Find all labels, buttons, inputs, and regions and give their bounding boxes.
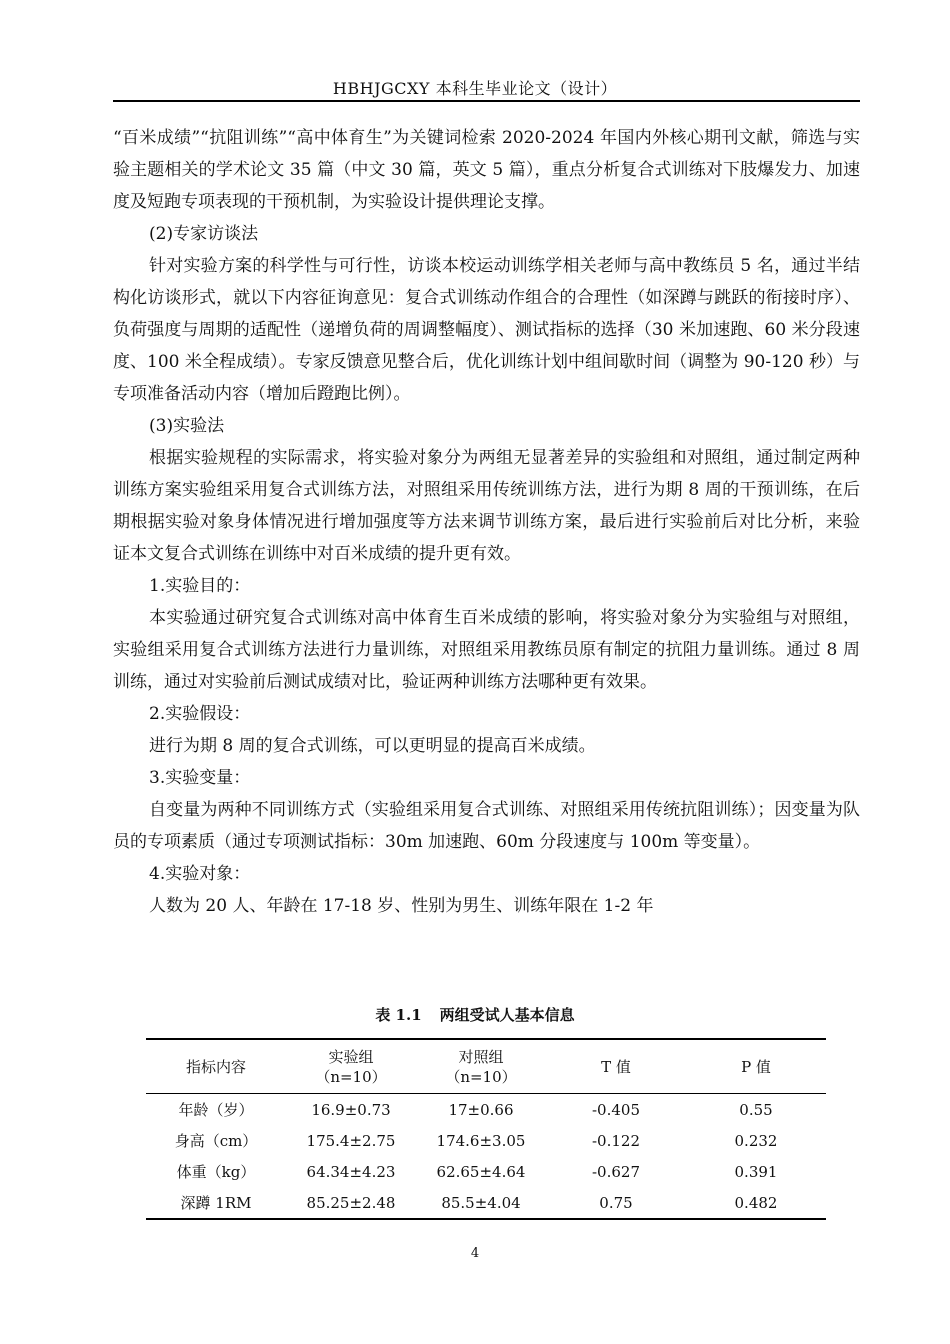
table-row (146, 1156, 826, 1187)
cell-p-value: 0.232 (734, 1131, 778, 1150)
header-experimental-group (286, 1039, 416, 1094)
subheading-purpose: 1.实验目的： (149, 576, 251, 596)
cell-p-value: 0.391 (734, 1162, 778, 1181)
paragraph-expert-interview: 针对实验方案的科学性与可行性，访谈本校运动训练学相关老师与高中教练员 5 名，通过半结构化访谈形式，就以下内容征询意见：复合式训练动作组合的合理性（如深蹲与跳跃的衔接时序）、负荷强度与周期的适配性（递增负荷的周调整幅度）、测试指标的选择（30 米加速跑、60 米分段速度、100 米全程成绩）。专家反馈意见整合后，优化训练计划中组间歇时间（调整为 90-120 秒）与专项准备活动内容（增加后蹬跑比例）。 (113, 256, 860, 404)
header-t-value: T 值 (601, 1057, 631, 1076)
cell-experimental: 16.9±0.73 (311, 1100, 391, 1119)
table-row (146, 1125, 826, 1156)
header-control-n: （n=10） (445, 1067, 517, 1086)
header-control-label: 对照组 (458, 1047, 504, 1066)
cell-experimental: 64.34±4.23 (306, 1162, 396, 1181)
body-text (113, 122, 860, 922)
table-caption (0, 1004, 950, 1025)
cell-indicator: 体重（kg） (176, 1163, 256, 1181)
paragraph-variables: 自变量为两种不同训练方式（实验组采用复合式训练、对照组采用传统抗阻训练）；因变量为队员的专项素质（通过专项测试指标：30m 加速跑、60m 分段速度与 100m 等变量）。 (113, 800, 860, 852)
subheading-subjects: 4.实验对象： (149, 864, 251, 884)
cell-t-value: -0.405 (591, 1100, 640, 1119)
subject-info-table (146, 1038, 826, 1220)
heading-expert-interview: (2)专家访谈法 (149, 224, 259, 244)
heading-experiment-method: (3)实验法 (149, 416, 225, 436)
page-number: 4 (470, 1246, 480, 1261)
header-experimental-label: 实验组 (328, 1047, 374, 1066)
cell-t-value: 0.75 (599, 1193, 633, 1212)
paragraph-purpose: 本实验通过研究复合式训练对高中体育生百米成绩的影响，将实验对象分为实验组与对照组，实验组采用复合式训练方法进行力量训练，对照组采用教练员原有制定的抗阻力量训练。通过 8 周训练，通过对实验前后测试成绩对比，验证两种训练方法哪种更有效果。 (113, 608, 860, 692)
paragraph-experiment-method: 根据实验规程的实际需求，将实验对象分为两组无显著差异的实验组和对照组，通过制定两种训练方案实验组采用复合式训练方法，对照组采用传统训练方法，进行为期 8 周的干预训练，在后期根据实验对象身体情况进行增加强度等方法来调节训练方案，最后进行实验前后对比分析，来验证本文复合式训练在训练中对百米成绩的提升更有效。 (113, 448, 860, 564)
paragraph-literature: “百米成绩”“抗阻训练”“高中体育生”为关键词检索 2020-2024 年国内外核心期刊文献，筛选与实验主题相关的学术论文 35 篇（中文 30 篇，英文 5 篇），重点分析复合式训练对下肢爆发力、加速度及短跑专项表现的干预机制，为实验设计提供理论支撑。 (113, 128, 860, 212)
subheading-variables: 3.实验变量： (149, 768, 251, 788)
cell-experimental: 175.4±2.75 (306, 1131, 396, 1150)
table-row (146, 1187, 826, 1219)
table-caption-text: 两组受试人基本信息 (439, 1006, 575, 1024)
cell-p-value: 0.55 (739, 1100, 773, 1119)
cell-control: 17±0.66 (448, 1100, 514, 1119)
page-header: HBHJGCXY 本科生毕业论文（设计） (332, 79, 618, 98)
header-control-group (416, 1039, 546, 1094)
table-header-row (146, 1039, 826, 1094)
cell-indicator: 深蹲 1RM (180, 1194, 252, 1212)
paragraph-hypothesis: 进行为期 8 周的复合式训练，可以更明显的提高百米成绩。 (149, 736, 596, 756)
table-row (146, 1094, 826, 1126)
paragraph-subjects: 人数为 20 人、年龄在 17-18 岁、性别为男生、训练年限在 1-2 年 (149, 896, 654, 916)
cell-t-value: -0.627 (591, 1162, 640, 1181)
cell-control: 174.6±3.05 (436, 1131, 526, 1150)
header-experimental-n: （n=10） (315, 1067, 387, 1086)
cell-control: 62.65±4.64 (436, 1162, 526, 1181)
cell-p-value: 0.482 (734, 1193, 778, 1212)
table-number: 表 1.1 (375, 1006, 422, 1024)
cell-indicator: 身高（cm） (174, 1132, 258, 1150)
header-indicator: 指标内容 (185, 1057, 246, 1076)
cell-indicator: 年龄（岁） (178, 1101, 254, 1119)
header-p-value: P 值 (741, 1057, 771, 1076)
cell-experimental: 85.25±2.48 (306, 1193, 396, 1212)
subheading-hypothesis: 2.实验假设： (149, 704, 251, 724)
header-rule (113, 100, 860, 102)
cell-t-value: -0.122 (591, 1131, 640, 1150)
cell-control: 85.5±4.04 (441, 1193, 521, 1212)
